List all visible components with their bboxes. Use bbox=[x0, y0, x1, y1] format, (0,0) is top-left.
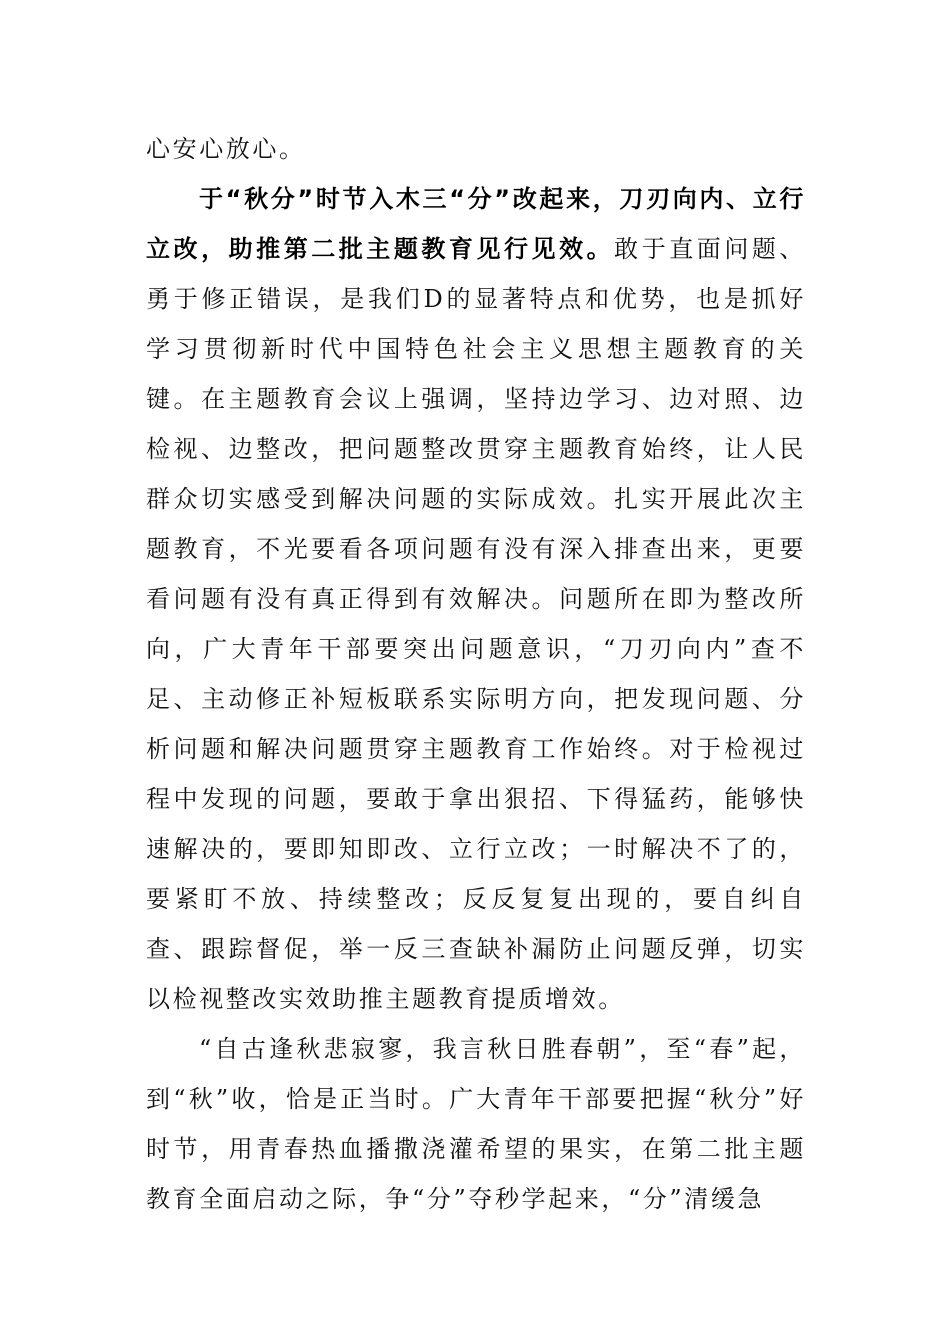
paragraph-2-body: 敢于直面问题、勇于修正错误，是我们D的显著特点和优势，也是抓好学习贯彻新时代中国特色社会主义思想主题教育的关键。在主题教育会议上强调，坚持边学习、边对照、边检视、边整改，把问题整改贯穿主题教育始终，让人民群众切实感受到解决问题的实际成效。扎实开展此次主题教育，不光要看各项问题有没有深入排查出来，更要看问题有没有真正得到有效解决。问题所在即为整改所向，广大青年干部要突出问题意识，“刀刃向内”查不足、主动修正补短板联系实际明方向，把发现问题、分析问题和解决问题贯穿主题教育工作始终。对于检视过程中发现的问题，要敢于拿出狠招、下得猛药，能够快速解决的，要即知即改、立行立改；一时解决不了的，要紧盯不放、持续整改；反反复复出现的，要自纠自查、跟踪督促，举一反三查缺补漏防止问题反弹，切实以检视整改实效助推主题教育提质增效。 bbox=[146, 235, 807, 1013]
paragraph-2-lead: 于“秋分”时节入木三“分”改起来，刀刃向内、立行立改，助推第二批主题教育见行见效。 bbox=[146, 185, 806, 263]
paragraph-3: “自古逢秋悲寂寥，我言秋日胜春朝”，至“春”起，到“秋”收，恰是正当时。广大青年干部要把握“秋分”好时节，用青春热血播撒浇灌希望的果实，在第二批主题教育全面启动之际，争“分”夺秒学起来，“分”清缓急 bbox=[146, 1035, 806, 1213]
document-body bbox=[146, 124, 806, 1224]
paragraph-1: 心安心放心。 bbox=[146, 135, 306, 163]
paragraph-2 bbox=[146, 174, 806, 1024]
